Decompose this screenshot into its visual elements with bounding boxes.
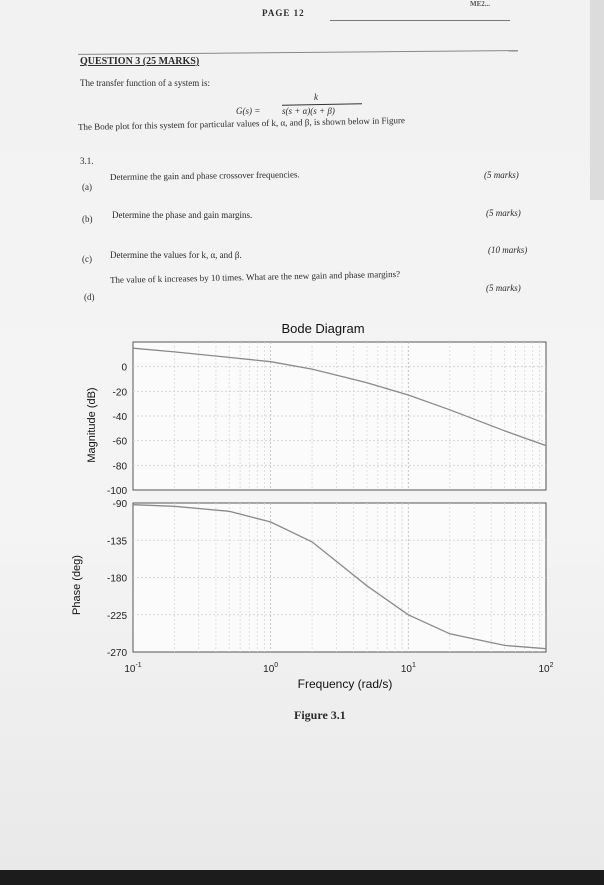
x-tick-label: $10^1$ bbox=[400, 662, 416, 675]
x-tick-label: $10^{-1}$ bbox=[124, 662, 142, 675]
magnitude-ytick-label: -80 bbox=[112, 461, 127, 473]
magnitude-ytick-label: -60 bbox=[112, 436, 127, 448]
phase-ytick-label: -270 bbox=[106, 648, 127, 659]
chart-xlabel: Frequency (rad/s) bbox=[297, 677, 393, 691]
part-c-text: Determine the values for k, α, and β. bbox=[110, 250, 242, 260]
phase-ytick-label: -135 bbox=[106, 536, 127, 548]
transfer-function-lhs: G(s) = bbox=[236, 106, 261, 116]
magnitude-ytick-label: 0 bbox=[121, 362, 127, 374]
chart-title: Bode Diagram bbox=[281, 321, 365, 336]
transfer-function-numerator: k bbox=[314, 92, 318, 102]
part-a-label: (a) bbox=[82, 182, 92, 192]
part-b-label: (b) bbox=[82, 214, 93, 224]
header-corner-mark: ME2... bbox=[470, 0, 491, 8]
magnitude-ylabel: Magnitude (dB) bbox=[86, 387, 98, 463]
part-b-text: Determine the phase and gain margins. bbox=[112, 210, 253, 220]
magnitude-ytick-label: -20 bbox=[112, 387, 127, 399]
page-number: PAGE 12 bbox=[262, 8, 305, 18]
figure-caption: Figure 3.1 bbox=[294, 708, 346, 722]
magnitude-ytick-label: -100 bbox=[106, 486, 127, 497]
part-c-label: (c) bbox=[82, 254, 92, 264]
question-title: QUESTION 3 (25 MARKS) bbox=[80, 56, 200, 67]
magnitude-ytick-label: -40 bbox=[112, 412, 127, 423]
part-a-marks: (5 marks) bbox=[484, 170, 519, 180]
part-a-text: Determine the gain and phase crossover frequencies. bbox=[109, 169, 300, 182]
question-intro: The transfer function of a system is: bbox=[80, 78, 210, 88]
phase-ytick-label: -225 bbox=[106, 610, 127, 622]
bode-intro: The Bode plot for this system for particular values of k, α, and β, is shown below in Figure bbox=[77, 115, 406, 132]
part-c-marks: (10 marks) bbox=[488, 245, 528, 255]
phase-ytick-label: -90 bbox=[112, 499, 127, 510]
part-d-text: The value of k increases by 10 times. What are the new gain and phase margins? bbox=[109, 268, 401, 285]
phase-ytick-label: -180 bbox=[106, 573, 127, 585]
transfer-function-denominator: s(s + α)(s + β) bbox=[282, 106, 335, 116]
x-tick-label: $10^0$ bbox=[263, 662, 279, 675]
part-d-label: (d) bbox=[84, 292, 95, 302]
x-tick-label: $10^2$ bbox=[538, 662, 554, 675]
part-d-marks: (5 marks) bbox=[486, 283, 521, 293]
phase-ylabel: Phase (deg) bbox=[71, 555, 83, 615]
part-b-marks: (5 marks) bbox=[486, 208, 521, 218]
bode-intro-figref: 3.1. bbox=[80, 156, 94, 166]
